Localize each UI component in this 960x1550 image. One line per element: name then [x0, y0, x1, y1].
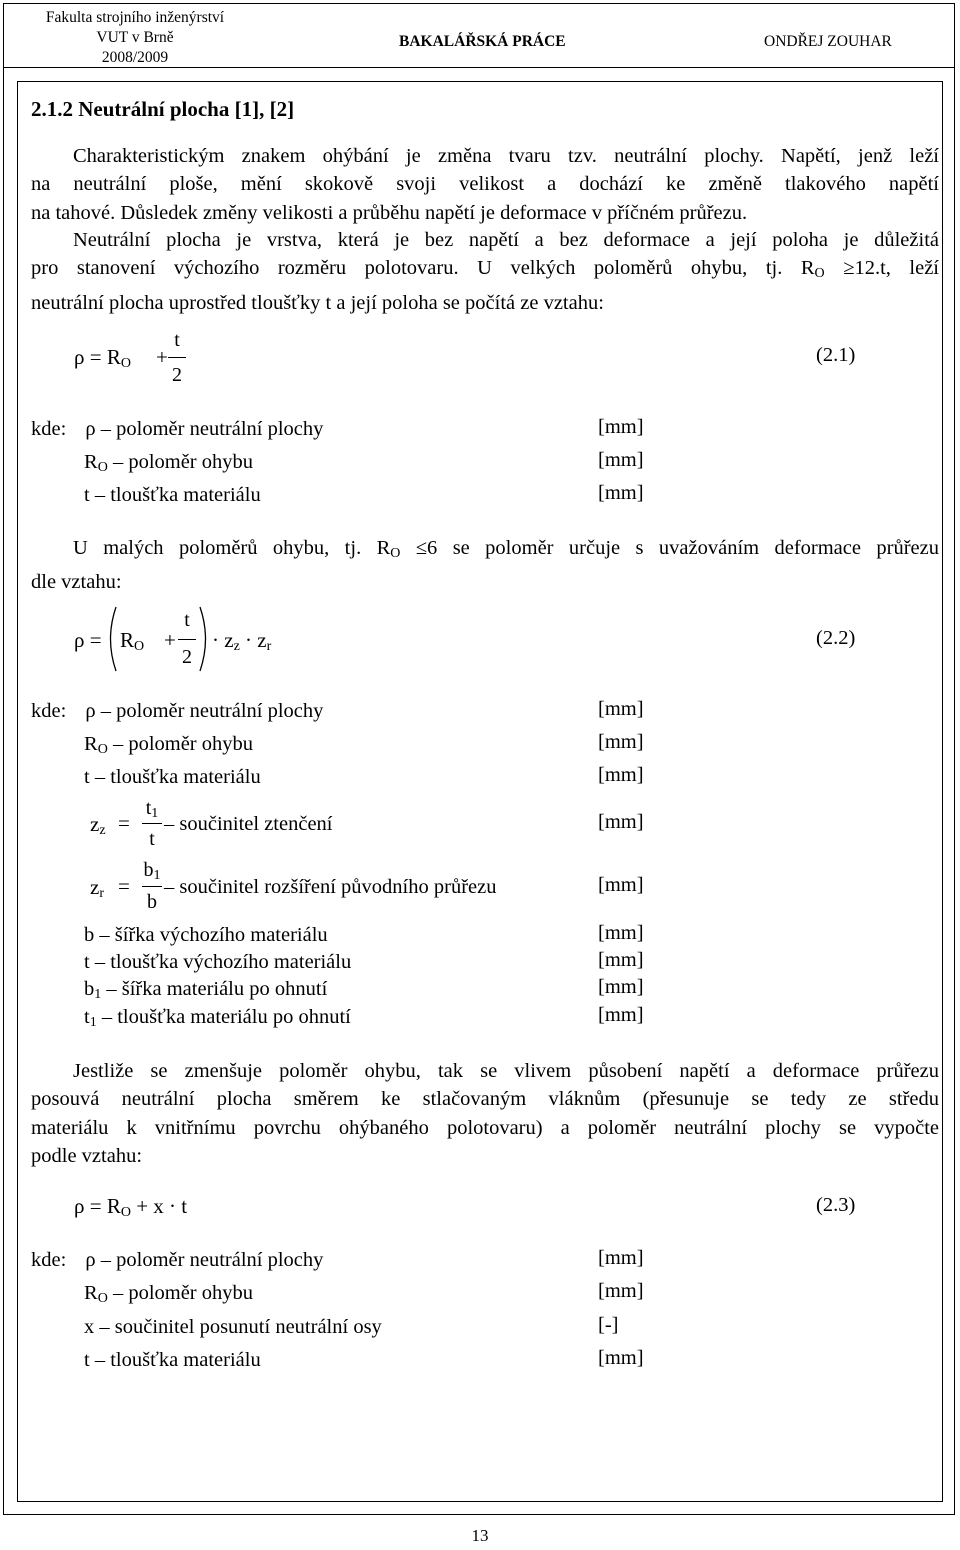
eq2-lhs: ρ = [74, 628, 102, 652]
paragraph-line: Neutrální plocha je vrstva, která je bez napětí a bez deformace a její poloha je důležitá [73, 229, 939, 251]
legend-row: x – součinitel posunutí neutrální osy [84, 1316, 382, 1338]
legend-row: t – tloušťka výchozího materiálu [84, 951, 352, 973]
zz-fraction-bar [142, 823, 162, 824]
eq2-radius: $R_O$ [120, 628, 145, 654]
legend-row: b – šířka výchozího materiálu [84, 924, 328, 946]
paragraph-line: pro stanovení výchozího rozměru polotovaru. U velkých poloměrů ohybu, tj. $R_O \ge 12.t$, leží [31, 257, 939, 282]
author-name: ONDŘEJ ZOUHAR [764, 33, 892, 50]
faculty-name: Fakulta strojního inženýrství [45, 9, 225, 26]
legend-unit: [mm] [598, 731, 644, 753]
legend-unit: [mm] [598, 976, 644, 998]
zr-symbol: $z_r$ [90, 875, 104, 901]
eq1-denominator: 2 [172, 364, 182, 386]
eq3-number: (2.3) [816, 1194, 856, 1216]
paragraph-3 [31, 534, 939, 597]
paragraph-line: materiálu k vnitřnímu povrchu ohýbaného polotovaru) a poloměr neutrální plochy se vypočte [31, 1116, 939, 1139]
legend-row: $R_O$ – poloměr ohybu [84, 733, 254, 757]
legend-unit: [mm] [598, 874, 644, 896]
right-paren [194, 604, 214, 674]
page-number: 13 [471, 1526, 489, 1545]
legend-unit: [mm] [598, 1280, 644, 1302]
eq2-plus: + [164, 628, 176, 652]
legend-unit: [mm] [598, 949, 644, 971]
zz-equals: = [118, 811, 130, 835]
legend-row: kde: ρ – poloměr neutrální plochy [31, 1249, 324, 1271]
zz-denominator: t [149, 828, 155, 850]
paragraph-line: na neutrální ploše, mění skokově svoji velikost a dochází ke změně tlakového napětí [31, 173, 939, 196]
paragraph-line: podle vztahu: [31, 1144, 143, 1167]
legend-unit: [mm] [598, 449, 644, 471]
left-paren [102, 604, 122, 674]
academic-year: 2008/2009 [101, 49, 169, 66]
legend-row: t – tloušťka materiálu [84, 484, 261, 506]
section-heading: 2.1.2 Neutrální plocha [1], [2] [31, 97, 295, 121]
zr-numerator: $b_1$ [143, 859, 161, 883]
legend-row: t – tloušťka materiálu [84, 766, 261, 788]
legend-unit: [mm] [598, 1004, 644, 1026]
eq2-denominator: 2 [182, 646, 192, 668]
paragraph-2 [31, 226, 939, 317]
legend-unit: [mm] [598, 1347, 644, 1369]
legend-row: $b_1$ – šířka materiálu po ohnutí [84, 978, 328, 1002]
eq1-lhs: $\rho = R_O$ [74, 345, 131, 371]
university-name: VUT v Brně [96, 29, 174, 46]
paragraph-line: posouvá neutrální plocha směrem ke stlačovaným vláknům (přesunuje se tedy ze středu [31, 1088, 939, 1111]
zz-symbol: $z_z$ [90, 812, 106, 838]
eq1-fraction-bar [168, 357, 186, 358]
legend-row: kde: ρ – poloměr neutrální plochy [31, 700, 324, 722]
legend-row: kde: ρ – poloměr neutrální plochy [31, 418, 324, 440]
legend-unit: [mm] [598, 698, 644, 720]
legend-unit: [mm] [598, 416, 644, 438]
zr-fraction-bar [142, 886, 162, 887]
legend-row: $t_1$ – tloušťka materiálu po ohnutí [84, 1006, 351, 1030]
paragraph-line: neutrální plocha uprostřed tloušťky t a její poloha se počítá ze vztahu: [31, 291, 604, 314]
legend-unit: [mm] [598, 1247, 644, 1269]
legend-row: $R_O$ – poloměr ohybu [84, 451, 254, 475]
paragraph-4 [31, 1057, 939, 1170]
eq2-number: (2.2) [816, 627, 856, 649]
paragraph-line: dle vztahu: [31, 571, 122, 594]
eq1-plus: + [156, 345, 168, 369]
paragraph-1 [31, 142, 939, 227]
zz-description: – součinitel ztenčení [164, 813, 333, 835]
legend-unit: [mm] [598, 482, 644, 504]
zz-numerator: $t_1$ [145, 797, 159, 821]
eq1-number: (2.1) [816, 344, 856, 366]
eq1-numerator: t [174, 329, 180, 351]
legend-row: $R_O$ – poloměr ohybu [84, 1282, 254, 1306]
legend-unit: [mm] [598, 922, 644, 944]
paragraph-line: Charakteristickým znakem ohýbání je změna tvaru tzv. neutrální plochy. Napětí, jenž leží [73, 145, 939, 167]
header-left [10, 8, 260, 68]
zr-denominator: b [147, 891, 157, 913]
document-type: BAKALÁŘSKÁ PRÁCE [399, 33, 566, 50]
eq2-numerator: t [184, 609, 190, 631]
zr-equals: = [118, 874, 130, 898]
eq2-factors: · $z_z \cdot z_r$ [212, 628, 272, 654]
paragraph-line: U malých poloměrů ohybu, tj. $R_O \le 6$ se poloměr určuje s uvažováním deformace průřezu [73, 537, 939, 561]
paragraph-line: na tahové. Důsledek změny velikosti a průběhu napětí je deformace v příčném průřezu. [31, 201, 748, 224]
legend-unit: [-] [598, 1314, 619, 1336]
eq3-formula: $\rho = R_O + x \cdot t$ [74, 1194, 188, 1220]
legend-unit: [mm] [598, 764, 644, 786]
legend-row: t – tloušťka materiálu [84, 1349, 261, 1371]
paragraph-line: Jestliže se zmenšuje poloměr ohybu, tak se vlivem působení napětí a deformace průřezu [73, 1060, 939, 1082]
zr-description: – součinitel rozšíření původního průřezu [164, 876, 497, 898]
legend-unit: [mm] [598, 811, 644, 833]
